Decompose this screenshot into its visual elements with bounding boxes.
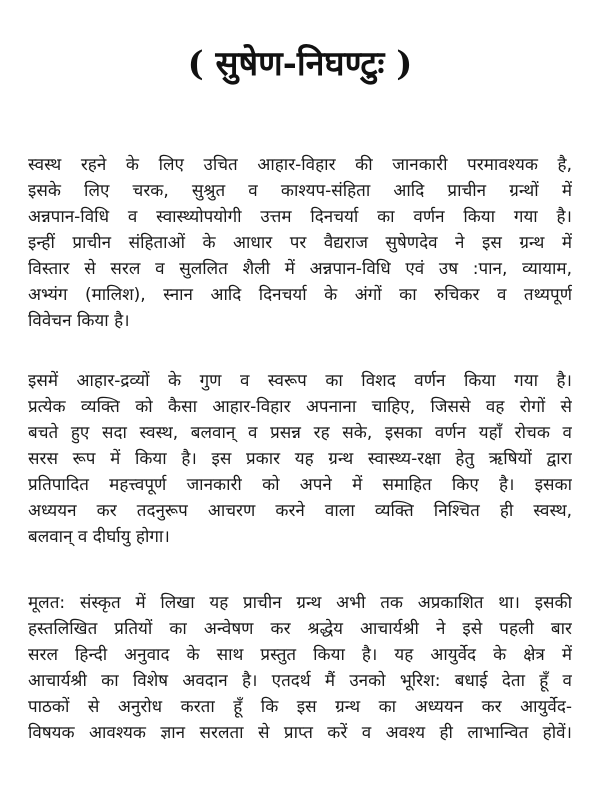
paragraph-line: प्रतिपादित महत्त्वपूर्ण जानकारी को अपने में समाहित किए है। इसका xyxy=(28,475,572,495)
paragraph-line: सरस रूप में किया है। इस प्रकार यह ग्रन्थ स्वास्थ्य-रक्षा हेतु ऋषियों द्वारा xyxy=(28,449,572,469)
paragraph-line: इसके लिए चरक, सुश्रुत व काश्यप-संहिता आदि प्राचीन ग्रन्थों में xyxy=(28,181,572,201)
paragraph-line: बलवान् व दीर्घायु होगा। xyxy=(28,527,170,547)
page-title: ( सुषेण-निघण्टुः ) xyxy=(187,44,413,84)
paragraph-line: अभ्यंग (मालिश), स्नान आदि दिनचर्या के अंगों का रुचिकर व तथ्यपूर्ण xyxy=(28,285,572,305)
paragraph-line: विवेचन किया है। xyxy=(28,311,130,331)
paragraph-line: अन्नपान-विधि व स्वास्थ्योपयोगी उत्तम दिनचर्या का वर्णन किया गया है। xyxy=(28,207,572,227)
paragraph-line: अध्ययन कर तदनुरूप आचरण करने वाला व्यक्ति निश्चित ही स्वस्थ, xyxy=(28,501,572,521)
paragraph-line: प्रत्येक व्यक्ति को कैसा आहार-विहार अपनाना चाहिए, जिससे वह रोगों से xyxy=(28,397,572,417)
paragraph-line: विषयक आवश्यक ज्ञान सरलता से प्राप्त करें व अवश्य ही लाभान्वित होवें। xyxy=(28,723,572,743)
paragraph-line: पाठकों से अनुरोध करता हूँ कि इस ग्रन्थ का अध्ययन कर आयुर्वेद- xyxy=(28,697,572,717)
paragraph-line: मूलत: संस्कृत में लिखा यह प्राचीन ग्रन्थ अभी तक अप्रकाशित था। इसकी xyxy=(28,593,572,613)
paragraph-1 xyxy=(28,152,572,334)
paragraph-line: आचार्यश्री का विशेष अवदान है। एतदर्थ मैं उनको भूरिश: बधाई देता हूँ व xyxy=(28,671,572,691)
paragraph-2 xyxy=(28,368,572,550)
paragraph-line: विस्तार से सरल व सुललित शैली में अन्नपान-विधि एवं उष :पान, व्यायाम, xyxy=(28,259,572,279)
paragraph-line: हस्तलिखित प्रतियों का अन्वेषण कर श्रद्धेय आचार्यश्री ने इसे पहली बार xyxy=(28,619,572,639)
paragraph-line: बचते हुए सदा स्वस्थ, बलवान् व प्रसन्न रह सके, इसका वर्णन यहाँ रोचक व xyxy=(28,423,572,443)
paragraph-3 xyxy=(28,590,572,746)
paragraph-line: इसमें आहार-द्रव्यों के गुण व स्वरूप का विशद वर्णन किया गया है। xyxy=(28,371,572,391)
paragraph-line: सरल हिन्दी अनुवाद के साथ प्रस्तुत किया है। यह आयुर्वेद के क्षेत्र में xyxy=(28,645,572,665)
paragraph-line: स्वस्थ रहने के लिए उचित आहार-विहार की जानकारी परमावश्यक है, xyxy=(28,155,572,175)
paragraph-line: इन्हीं प्राचीन संहिताओं के आधार पर वैद्यराज सुषेणदेव ने इस ग्रन्थ में xyxy=(28,233,572,253)
